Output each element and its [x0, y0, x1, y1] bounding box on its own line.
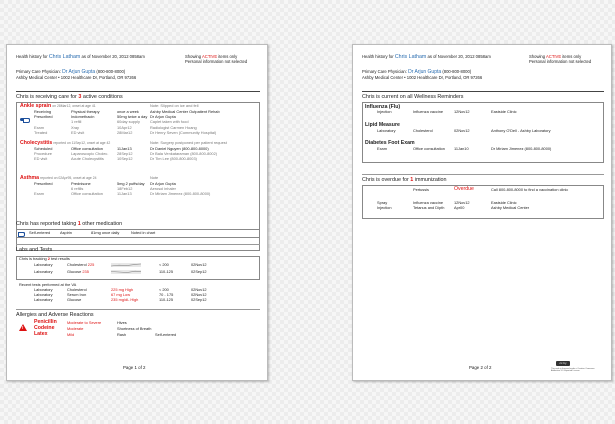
row-item[interactable]: Influenza vaccine: [413, 200, 444, 205]
overdue-immunization-name[interactable]: Pertussis: [413, 187, 429, 192]
row-label: Exam: [34, 191, 44, 196]
wellness-group-title: Influenza (Flu): [365, 104, 401, 110]
overdue-section-title: Chris is overdue for 1 immunization: [362, 177, 447, 183]
row-item: Laparoscopic Cholec.: [71, 151, 109, 156]
row-provider: Ashby Medical Center: [491, 205, 530, 210]
row-provider: Eastside Clinic: [491, 200, 517, 205]
row-label: Laboratory: [377, 128, 396, 133]
report-title: Health history for Chris Latham as of November 20, 2012 0858am: [362, 54, 491, 60]
allergy-reaction: Shortness of Breath: [117, 326, 152, 331]
row-provider: Dr Miriam Jimenez (800-800-8000): [491, 146, 552, 151]
lab-type: Laboratory: [34, 262, 53, 267]
row-label: Spray: [377, 200, 388, 205]
allergy-name[interactable]: Penicillin: [34, 319, 57, 325]
row-item[interactable]: Tetanus and Dipth: [413, 205, 445, 210]
labs-section-title: Labs and Tests: [16, 247, 53, 253]
med-name[interactable]: Aspirin: [60, 230, 72, 235]
lab-type: Laboratory: [34, 297, 53, 302]
row-label: Exam: [377, 146, 387, 151]
row-label: Prescribed: [34, 181, 53, 186]
row-provider: Dr Bala Venkataraman (800-800-8002): [150, 151, 218, 156]
condition-note: Note: Surgery postponed per patient request: [150, 140, 227, 145]
vaccination-clinic-call[interactable]: Call 800-800-8000 to find a vaccination clinic: [491, 187, 569, 192]
cc-license-icon[interactable]: cc by: [556, 361, 570, 366]
row-date: 11Jan10: [454, 146, 469, 151]
condition-cholecystitis[interactable]: Cholecystitis reported on 11Sep12, onset at age 42: [20, 140, 111, 146]
row-date: Apr00: [454, 205, 465, 210]
med-dose: 81mg once daily: [91, 230, 120, 235]
allergies-section-title: Allergies and Adverse Reactions: [16, 312, 94, 318]
row-item[interactable]: Office consultation: [413, 146, 445, 151]
row-provider: Dr Miriam Jimenez (800-800-8000): [150, 191, 211, 196]
row-provider: Anthony O'Dell - Ashby Laboratory: [491, 128, 551, 133]
lab-date: 02Nov12: [191, 262, 207, 267]
patient-name: Chris Latham: [394, 54, 427, 60]
row-detail: 18Feb12: [117, 186, 133, 191]
care-section-title: Chris is receiving care for 3 active conditions: [16, 94, 123, 100]
report-title: Health history for Chris Latham as of November 20, 2012 0858am: [16, 54, 145, 60]
lab-type: Laboratory: [34, 292, 53, 297]
row-provider: Dr Tim Lee (800-800-8003): [150, 156, 197, 161]
lab-range: < 200: [159, 287, 169, 292]
row-item: 6 refills: [71, 186, 84, 191]
allergy-name[interactable]: Codeine: [34, 325, 55, 331]
row-item[interactable]: Cholesterol: [413, 128, 433, 133]
page-number: Page 2 of 2: [469, 365, 492, 370]
pill-icon: [20, 118, 30, 121]
condition-asthma[interactable]: Asthma reported on 02Apr95, onset at age 24: [20, 175, 97, 181]
lab-value: 225 mg High: [111, 287, 134, 292]
license-text: This work is licensed under a Creative Commons Attribution 3.0 Unported License: [551, 368, 595, 373]
pill-icon: [19, 232, 25, 235]
lab-value: 235 mg/dL High: [111, 297, 139, 302]
lab-tracked-cholesterol[interactable]: Cholesterol 225: [67, 262, 95, 267]
wellness-group-title: Diabetes Foot Exam: [365, 140, 415, 146]
condition-ankle-sprain[interactable]: Ankle sprain on 28Mar12, onset at age 41: [20, 103, 96, 109]
lab-date: 02Sep12: [191, 297, 207, 302]
row-provider: Aerosol inhaler: [150, 186, 176, 191]
row-item: Office consultation: [71, 191, 103, 196]
pcp-info: Primary Care Physician: Dr Arjun Gupta (800-800-8000) Ashby Medical Center • 1002 Healthcare Dr, Portland, OR 97266: [362, 69, 483, 81]
lab-range: 110-125: [159, 297, 173, 302]
lab-name[interactable]: Serum Iron: [67, 292, 87, 297]
row-date: 02Nov12: [454, 128, 470, 133]
lab-date: 02Sep12: [191, 269, 207, 274]
row-detail: 11Jan13: [117, 191, 132, 196]
row-detail: 5mg 2 puffs/day: [117, 181, 145, 186]
row-detail: once a week: [117, 109, 139, 114]
wellness-group-title: Lipid Measure: [365, 122, 400, 128]
row-label: Scheduled: [34, 146, 53, 151]
meds-section-title: Chris has reported taking 1 other medication: [16, 221, 123, 227]
row-item: Indomethacin: [71, 114, 95, 119]
med-note: Noted in chart: [131, 230, 156, 235]
row-detail: 60day supply: [117, 119, 140, 124]
row-date: 12Nov12: [454, 200, 470, 205]
allergy-source: Self-entered: [155, 332, 177, 337]
row-label: ED visit: [34, 156, 48, 161]
row-provider: Eastside Clinic: [491, 109, 517, 114]
row-provider: Ashby Medical Center Outpatient Rehab: [150, 109, 220, 114]
row-detail: 28Mar12: [117, 130, 133, 135]
wellness-box: [362, 102, 604, 163]
row-provider: Dr Arjun Gupta: [150, 114, 176, 119]
pcp-info: Primary Care Physician: Dr Arjun Gupta (800-800-8000) Ashby Medical Center • 1002 Healthcare Dr, Portland, OR 97266: [16, 69, 137, 81]
row-provider: Dr Henry Seven (Community Hospital): [150, 130, 217, 135]
row-item: Office consultation: [71, 146, 103, 151]
row-provider: Dr Daniel Nguyen (800-800-8000): [150, 146, 209, 151]
lab-range: < 200: [159, 262, 169, 267]
page-2: [352, 44, 612, 381]
overdue-status-badge: Overdue: [454, 186, 474, 192]
row-detail: 50mg twice a day: [117, 114, 148, 119]
row-label: Exam: [34, 125, 44, 130]
allergy-severity: Moderate: [67, 326, 84, 331]
row-label: Injection: [377, 205, 392, 210]
row-detail: 10Sep12: [117, 156, 133, 161]
filter-status: Showing ACTIVE items only Personal information not selected: [529, 54, 592, 65]
row-item: Physical therapy: [71, 109, 100, 114]
warning-icon: [19, 324, 27, 331]
page-number: Page 1 of 2: [123, 365, 146, 370]
row-provider: Radiologist Carmen Hoang: [150, 125, 197, 130]
allergy-reaction: Rash: [117, 332, 127, 337]
lab-value: 67 mg Low: [111, 292, 131, 297]
row-item: ED visit: [71, 130, 85, 135]
lab-date: 02Nov12: [191, 292, 207, 297]
filter-status: Showing ACTIVE items only Personal information not selected: [185, 54, 248, 65]
row-label: Prescribed: [34, 114, 53, 119]
tracked-box: [16, 256, 260, 280]
row-label: Receiving: [34, 109, 52, 114]
row-provider: Dr Arjun Gupta: [150, 181, 176, 186]
wellness-section-title: Chris is current on all Wellness Reminders: [362, 94, 464, 100]
row-item[interactable]: Influenza vaccine: [413, 109, 444, 114]
row-detail: 10Apr12: [117, 125, 132, 130]
lab-range: 110-125: [159, 269, 173, 274]
patient-name: Chris Latham: [48, 54, 81, 60]
lab-range: 70 - 175: [159, 292, 174, 297]
allergy-reaction: Hives: [117, 320, 127, 325]
lab-name[interactable]: Glucose: [67, 297, 82, 302]
row-date: 12Nov12: [454, 109, 470, 114]
condition-note: Note: [150, 175, 159, 180]
lab-name[interactable]: Cholesterol: [67, 287, 87, 292]
tracking-title: Chris is tracking 2 test results: [19, 256, 70, 261]
row-item: Acute Cholecystitis: [71, 156, 104, 161]
row-provider: Caplet taken with food: [150, 119, 189, 124]
row-label: Injection: [377, 109, 392, 114]
allergy-name[interactable]: Latex: [34, 331, 48, 337]
page-1: [6, 44, 268, 381]
glucose-trend-sparkline: [111, 269, 141, 275]
row-label: Treated: [34, 130, 48, 135]
row-item: Xray: [71, 125, 79, 130]
row-item: 1 refill: [71, 119, 82, 124]
lab-type: Laboratory: [34, 269, 53, 274]
lab-type: Laboratory: [34, 287, 53, 292]
lab-date: 02Nov12: [191, 287, 207, 292]
cholesterol-trend-sparkline: [111, 262, 141, 268]
condition-note: Note: Slipped on ice and fell: [150, 103, 199, 108]
lab-tracked-glucose[interactable]: Glucose 235: [67, 269, 89, 274]
allergy-severity: Mild: [67, 332, 75, 337]
row-item: Prednisone: [71, 181, 91, 186]
allergy-severity: Moderate to Severe: [67, 320, 102, 325]
recent-tests-title: Recent tests performed at the VA: [19, 282, 77, 287]
row-detail: 28Sep12: [117, 151, 133, 156]
row-label: Procedure: [34, 151, 52, 156]
med-source: Self-entered: [29, 230, 51, 235]
row-detail: 11Jan13: [117, 146, 132, 151]
